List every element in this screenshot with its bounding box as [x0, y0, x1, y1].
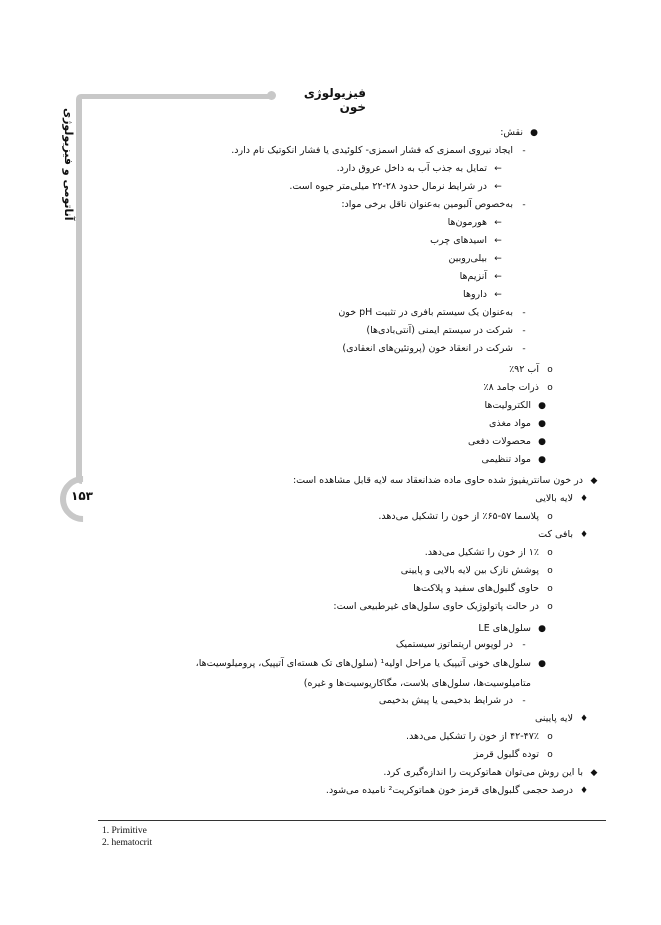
- bullet-marker: o: [547, 548, 553, 558]
- text-line: [535, 490, 591, 508]
- text-line: [509, 361, 557, 379]
- text-line: [401, 562, 557, 580]
- line-text: لایه پایینی: [534, 713, 573, 724]
- line-text: در حالت پاتولوژیک حاوی سلول‌های غیرطبیعی است:: [333, 601, 539, 612]
- line-text: نقش:: [500, 127, 523, 138]
- bullet-marker: ●: [538, 419, 546, 429]
- line-text: لایه بالایی: [535, 493, 573, 504]
- line-text: آب ۹۲٪: [509, 364, 539, 375]
- line-text: متامیلوسیت‌ها، سلول‌های بلاست، مگاکاریوسیت‌ها و غیره): [303, 678, 531, 689]
- text-line: [430, 232, 505, 250]
- line-text: در شرایط نرمال حدود ۲۸-۲۲ میلی‌متر جیوه است.: [289, 181, 487, 192]
- text-line: [396, 636, 531, 654]
- bullet-marker: o: [547, 584, 553, 594]
- side-label: [62, 108, 82, 228]
- bullet-marker: ←: [494, 254, 502, 264]
- bullet-marker: ←: [494, 164, 502, 174]
- footnote-rule: [98, 820, 606, 821]
- bullet-marker: o: [547, 602, 553, 612]
- text-line: [468, 433, 549, 451]
- line-text: در خون سانتریفیوژ شده حاوی ماده ضدانعقاد سه لایه قابل مشاهده است:: [292, 475, 583, 486]
- text-line: [333, 598, 557, 616]
- bullet-marker: o: [547, 750, 553, 760]
- text-line: [413, 580, 557, 598]
- bullet-marker: o: [547, 732, 553, 742]
- text-line: [338, 304, 531, 322]
- text-line: [342, 340, 531, 358]
- text-line: [485, 397, 549, 415]
- line-text: سلول‌های خونی آتیپیک یا مراحل اولیه¹ (سلول‌های تک هسته‌ای آتیپیک، پرومیلوسیت‌ها،: [195, 658, 531, 669]
- text-line: [304, 675, 549, 693]
- bullet-marker: ●: [538, 437, 546, 447]
- bullet-marker: o: [547, 383, 553, 393]
- text-line: [449, 250, 506, 268]
- bullet-marker: -: [522, 696, 526, 706]
- text-line: [406, 728, 557, 746]
- bullet-marker: ←: [494, 218, 502, 228]
- line-text: بافی کت: [538, 529, 573, 540]
- bullet-marker: ♦: [579, 494, 589, 504]
- line-text: با این روش می‌توان هماتوکریت را اندازه‌گیری کرد.: [383, 767, 583, 778]
- line-text: مواد تنظیمی: [481, 454, 531, 465]
- bullet-marker: -: [522, 344, 526, 354]
- line-text: ۴۲-۴۷٪ از خون را تشکیل می‌دهد.: [406, 731, 539, 742]
- line-text: تمایل به جذب آب به داخل عروق دارد.: [336, 163, 487, 174]
- line-text: به‌خصوص آلبومین به‌عنوان ناقل برخی مواد:: [341, 199, 513, 210]
- bullet-marker: ●: [530, 128, 538, 138]
- text-line: [383, 764, 601, 782]
- text-line: [463, 286, 505, 304]
- bullet-marker: ♦: [579, 530, 589, 540]
- line-text: به‌عنوان یک سیستم بافری در تثبیت pH خون: [338, 307, 513, 318]
- line-text: در لوپوس اریتماتوز سیستمیک: [395, 639, 513, 650]
- page-title: فیزیولوژی خون: [303, 86, 366, 114]
- text-line: [337, 160, 505, 178]
- bullet-marker: ♦: [579, 786, 589, 796]
- text-line: [289, 178, 505, 196]
- line-text: ذرات جامد ۸٪: [483, 382, 539, 393]
- line-text: محصولات دفعی: [467, 436, 531, 447]
- bullet-marker: ←: [494, 182, 502, 192]
- bullet-marker: ←: [494, 272, 502, 282]
- bullet-marker: o: [547, 512, 553, 522]
- text-line: [341, 196, 531, 214]
- footnote-2: 2. hematocrit: [102, 838, 153, 848]
- text-line: [231, 142, 531, 160]
- bullet-marker: o: [547, 365, 553, 375]
- header-rule: [76, 94, 272, 99]
- line-text: پوشش نازک بین لایه بالایی و پایینی: [400, 565, 539, 576]
- text-line: [448, 214, 505, 232]
- line-text: شرکت در سیستم ایمنی (آنتی‌بادی‌ها): [366, 325, 513, 336]
- text-line: [366, 322, 531, 340]
- text-line: [474, 746, 557, 764]
- bullet-marker: ●: [538, 624, 546, 634]
- line-text: سلول‌های LE: [478, 623, 531, 634]
- bullet-marker: -: [522, 146, 526, 156]
- bullet-marker: ●: [538, 659, 546, 669]
- bullet-marker: ←: [494, 236, 502, 246]
- page-number: ۱۵۳: [71, 489, 93, 503]
- text-line: [293, 472, 601, 490]
- text-line: [378, 508, 557, 526]
- bullet-marker: ◆: [590, 768, 598, 778]
- header-rule-dot: [267, 91, 276, 100]
- text-line: [489, 415, 549, 433]
- text-line: [482, 451, 549, 469]
- line-text: داروها: [463, 289, 487, 300]
- line-text: هورمون‌ها: [447, 217, 487, 228]
- line-text: آنزیم‌ها: [459, 271, 487, 282]
- line-text: الکترولیت‌ها: [484, 400, 531, 411]
- side-label-text: آناتومی و فیزیولوژی: [62, 108, 75, 221]
- text-line: [535, 710, 591, 728]
- text-line: [538, 526, 591, 544]
- line-text: ایجاد نیروی اسمزی که فشار اسمزی- کلوئیدی یا فشار انکوتیک نام دارد.: [231, 145, 513, 156]
- bullet-marker: ◆: [590, 476, 598, 486]
- line-text: درصد حجمی گلبول‌های قرمز خون هماتوکریت² نامیده می‌شود.: [325, 785, 573, 796]
- bullet-marker: -: [522, 326, 526, 336]
- line-text: در شرایط بدخیمی یا پیش بدخیمی: [378, 695, 513, 706]
- text-line: [460, 268, 505, 286]
- bullet-marker: -: [522, 200, 526, 210]
- line-text: ۱٪ از خون را تشکیل می‌دهد.: [424, 547, 539, 558]
- bullet-marker: -: [522, 640, 526, 650]
- text-line: [326, 782, 591, 800]
- bullet-marker: ♦: [579, 714, 589, 724]
- text-line: [483, 379, 557, 397]
- text-line: [379, 692, 531, 710]
- line-text: اسیدهای چرب: [430, 235, 487, 246]
- line-text: توده گلبول قرمز: [473, 749, 539, 760]
- bullet-marker: ●: [538, 401, 546, 411]
- line-text: پلاسما ۵۷-۶۵٪ از خون را تشکیل می‌دهد.: [378, 511, 539, 522]
- bullet-marker: ●: [538, 455, 546, 465]
- text-line: [425, 544, 557, 562]
- line-text: حاوی گلبول‌های سفید و پلاکت‌ها: [413, 583, 539, 594]
- bullet-marker: -: [522, 308, 526, 318]
- bullet-marker: ←: [494, 290, 502, 300]
- footnote-1: 1. Primitive: [102, 826, 147, 836]
- line-text: بیلی‌روبین: [448, 253, 487, 264]
- text-line: [196, 655, 549, 673]
- line-text: مواد مغذی: [489, 418, 531, 429]
- text-line: [500, 124, 541, 142]
- bullet-marker: o: [547, 566, 553, 576]
- line-text: شرکت در انعقاد خون (پروتئین‌های انعقادی): [342, 343, 513, 354]
